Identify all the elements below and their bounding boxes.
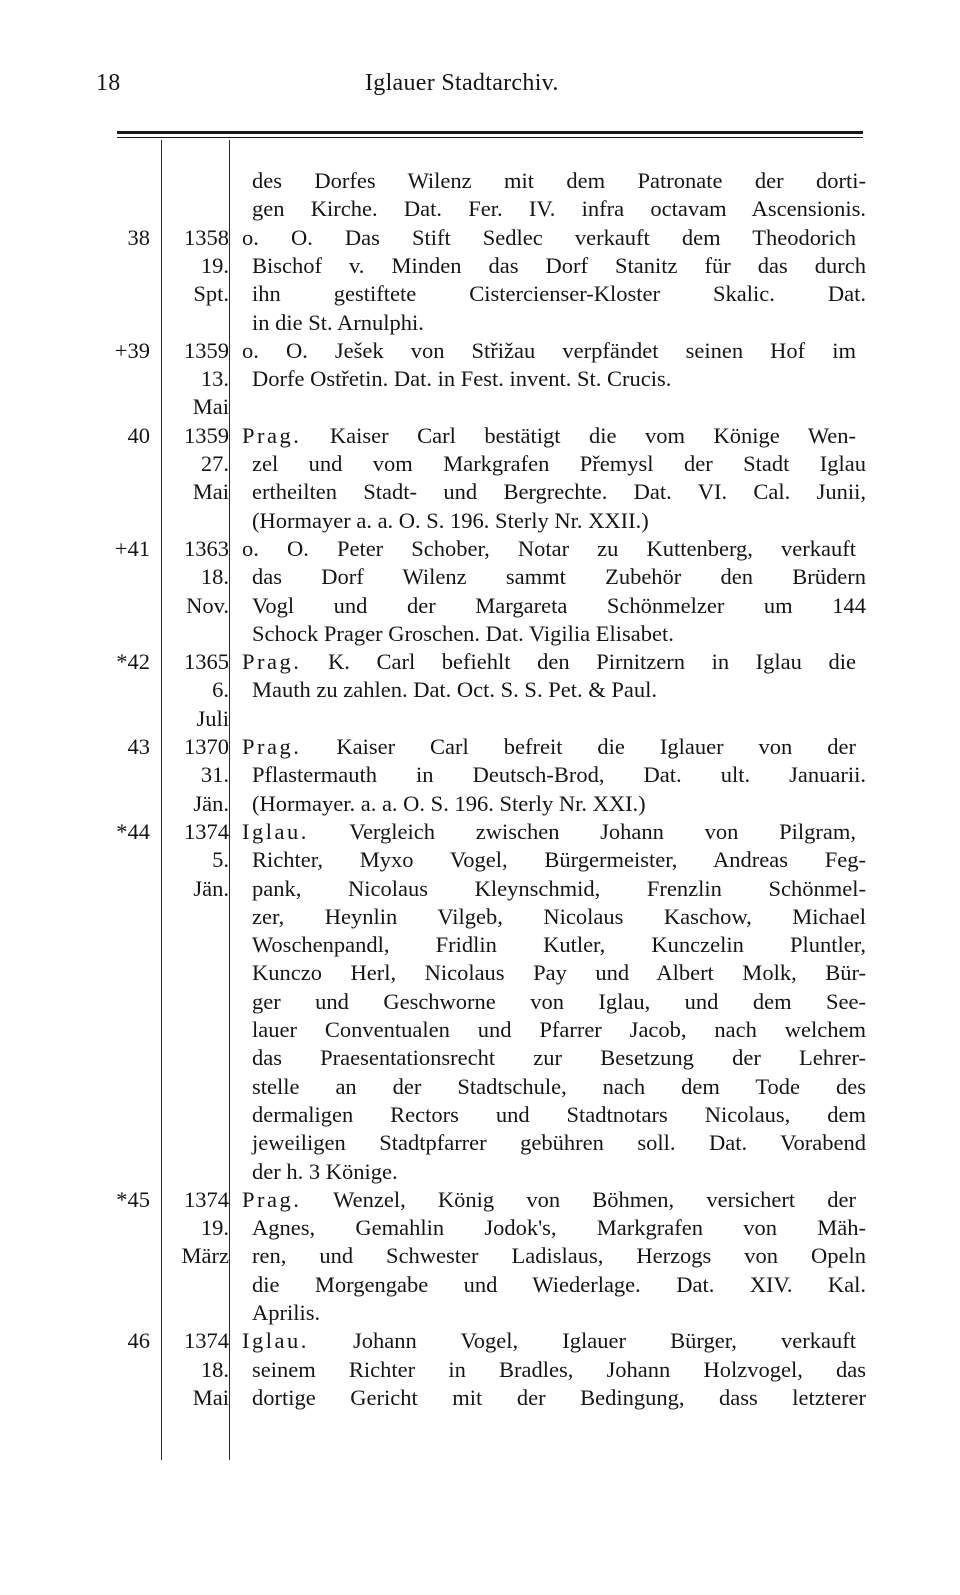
entry-text-body: der h. 3 Könige.: [252, 1158, 398, 1184]
entry-text: [252, 477, 866, 506]
text-line: [0, 732, 960, 761]
entry-text-body: das Dorf Wilenz sammt Zubehör den Brüdern: [252, 564, 866, 590]
entry-date: Mai: [192, 1384, 229, 1410]
entry-text-body: gen Kirche. Dat. Fer. IV. infra octavam Ascensionis.: [252, 196, 866, 222]
entry-text-body: Richter, Myxo Vogel, Bürgermeister, Andreas Feg-: [252, 847, 866, 873]
entry-date: Spt.: [193, 281, 229, 307]
entry-number: 40: [127, 422, 150, 448]
entry-date: 1374: [184, 1186, 229, 1212]
place-name: Iglau.: [242, 1328, 309, 1354]
text-line: [0, 1383, 960, 1412]
entry-date: 31.: [200, 762, 229, 788]
entry-date: 27.: [200, 451, 229, 476]
text-line: [0, 392, 960, 421]
place-name: Prag.: [242, 734, 302, 759]
entry-text: [252, 619, 866, 648]
entry-text-body: ren, und Schwester Ladislaus, Herzogs von Opeln: [252, 1243, 866, 1269]
entry-text: [252, 1043, 866, 1072]
text-line: [0, 166, 960, 195]
text-line: [0, 591, 960, 620]
text-line: [0, 1298, 960, 1327]
entry-text-body: (Hormayer. a. a. O. S. 196. Sterly Nr. XXI.): [252, 790, 646, 816]
entry-text: [252, 902, 866, 931]
place-name: Prag.: [242, 649, 302, 675]
entry-text: [252, 958, 866, 987]
text-line: [0, 789, 960, 818]
entry-text-body: Vergleich zwischen Johann von Pilgram,: [349, 818, 856, 844]
entry-text-body: Agnes, Gemahlin Jodok's, Markgrafen von Mäh-: [252, 1215, 866, 1241]
entry-text-body: Johann Vogel, Iglauer Bürger, verkauft: [352, 1328, 856, 1354]
entry-date: 1374: [184, 818, 229, 844]
page-number: 18: [96, 70, 121, 96]
entry-text-body: seinem Richter in Bradles, Johann Holzvogel, das: [252, 1356, 866, 1382]
text-line: [0, 477, 960, 506]
entry-text: [242, 223, 856, 252]
text-line: [0, 987, 960, 1016]
entry-text-body: Mauth zu zahlen. Dat. Oct. S. S. Pet. & Paul.: [252, 677, 657, 703]
entry-text: [242, 817, 856, 846]
entry-text-body: das Praesentationsrecht zur Besetzung der Lehrer-: [252, 1045, 866, 1071]
entry-text-body: stelle an der Stadtschule, nach dem Tode des: [252, 1073, 866, 1099]
text-line: [0, 336, 960, 365]
entry-date: Jän.: [193, 790, 229, 816]
entry-text: [252, 506, 866, 535]
entry-text-body: jeweiligen Stadtpfarrer gebühren soll. Dat. Vorabend: [252, 1130, 866, 1156]
entry-text-body: Woschenpandl, Fridlin Kutler, Kunczelin Pluntler,: [252, 932, 866, 958]
text-line: [0, 223, 960, 252]
text-line: [0, 364, 960, 393]
text-line: [0, 1043, 960, 1072]
entry-text: [252, 1015, 866, 1044]
entry-text: [242, 732, 856, 761]
text-line: [0, 958, 960, 987]
entry-text: [252, 1298, 866, 1327]
entry-text: [252, 845, 866, 874]
entry-number: 46: [127, 1328, 150, 1354]
text-line: [0, 1185, 960, 1214]
text-line: [0, 449, 960, 478]
text-line: [0, 1100, 960, 1129]
entry-text: [252, 1157, 866, 1186]
entry-date: 19.: [200, 1215, 229, 1241]
entry-text: [242, 534, 856, 563]
entry-date: 18.: [200, 564, 229, 590]
entry-text-body: Vogl und der Margareta Schönmelzer um 144: [252, 592, 866, 618]
entry-text: [252, 1072, 866, 1101]
entry-text: [252, 251, 866, 280]
entry-text-body: die Morgengabe und Wiederlage. Dat. XIV. Kal.: [252, 1271, 866, 1297]
entry-text: [242, 647, 856, 676]
text-line: [0, 1213, 960, 1242]
entry-text-body: zer, Heynlin Vilgeb, Nicolaus Kaschow, Michael: [252, 903, 866, 929]
entry-text: [252, 675, 866, 704]
text-line: [0, 902, 960, 931]
text-line: [0, 1157, 960, 1186]
entry-text: [252, 364, 866, 393]
text-line: [0, 1326, 960, 1355]
entry-number: 43: [127, 734, 150, 759]
text-line: [0, 506, 960, 535]
entry-text-body: lauer Conventualen und Pfarrer Jacob, nach welchem: [252, 1017, 866, 1042]
text-line: [0, 1355, 960, 1384]
entry-text-body: Dorfe Ostřetin. Dat. in Fest. invent. St. Crucis.: [252, 366, 672, 392]
entry-text: [252, 1270, 866, 1299]
entry-text: [252, 194, 866, 223]
entry-number: *44: [116, 818, 150, 844]
entry-text: [252, 1355, 866, 1384]
entry-date: 1365: [184, 649, 229, 675]
entry-date: 13.: [200, 366, 229, 392]
entry-text: [252, 987, 866, 1016]
header-rule-thin: [117, 137, 863, 138]
entry-text-body: Wenzel, König von Böhmen, versichert der: [333, 1186, 856, 1212]
entry-text-body: Aprilis.: [252, 1300, 321, 1325]
entry-text-body: K. Carl befiehlt den Pirnitzern in Iglau die: [327, 649, 856, 675]
entry-date: 5.: [212, 847, 229, 873]
text-line: [0, 279, 960, 308]
entry-date: 6.: [212, 677, 229, 703]
text-line: [0, 421, 960, 450]
entry-date: Nov.: [186, 592, 229, 618]
text-line: [0, 1270, 960, 1299]
entry-text: [252, 166, 866, 195]
entry-text: [252, 1100, 866, 1129]
entry-text-body: dortige Gericht mit der Bedingung, dass letzterer: [252, 1384, 866, 1410]
text-line: [0, 1015, 960, 1044]
entry-text-body: o. O. Ješek von Střižau verpfändet seinen Hof im: [242, 337, 856, 363]
text-line: [0, 1241, 960, 1270]
entry-text: [252, 789, 866, 818]
entry-text-body: (Hormayer a. a. O. S. 196. Sterly Nr. XXII.): [252, 507, 649, 533]
entry-date: Jän.: [193, 875, 229, 901]
entry-text-body: Schock Prager Groschen. Dat. Vigilia Elisabet.: [252, 620, 674, 646]
entry-text-body: o. O. Peter Schober, Notar zu Kuttenberg, verkauft: [242, 535, 856, 561]
place-name: Prag.: [242, 422, 302, 448]
text-line: [0, 562, 960, 591]
text-line: [0, 675, 960, 704]
entry-date: 19.: [200, 252, 229, 278]
text-line: [0, 760, 960, 789]
text-line: [0, 845, 960, 874]
text-line: [0, 817, 960, 846]
text-line: [0, 930, 960, 959]
entry-text-body: o. O. Das Stift Sedlec verkauft dem Theodorich: [242, 224, 856, 250]
entry-text: [252, 591, 866, 620]
entry-text: [242, 1185, 856, 1214]
text-line: [0, 1072, 960, 1101]
entry-text-body: dermaligen Rectors und Stadtnotars Nicolaus, dem: [252, 1101, 866, 1127]
running-title: Iglauer Stadtarchiv.: [365, 70, 559, 96]
entry-text-body: des Dorfes Wilenz mit dem Patronate der dorti-: [252, 168, 866, 193]
text-line: [0, 534, 960, 563]
entry-date: 1370: [184, 734, 229, 759]
entry-text: [252, 562, 866, 591]
entry-text-body: Pflastermauth in Deutsch-Brod, Dat. ult. Januarii.: [252, 762, 866, 788]
place-name: Iglau.: [242, 818, 309, 844]
entry-number: 38: [127, 224, 150, 250]
entry-number: +41: [114, 535, 150, 561]
page-header: [0, 64, 960, 104]
entry-text: [252, 930, 866, 959]
entry-date: März: [181, 1243, 229, 1269]
entry-text: [252, 279, 866, 308]
text-line: [0, 619, 960, 648]
entry-text-body: Kaiser Carl bestätigt die vom Könige Wen-: [329, 422, 856, 448]
text-line: [0, 194, 960, 223]
entry-text-body: in die St. Arnulphi.: [252, 309, 424, 335]
text-line: [0, 308, 960, 337]
entry-text: [252, 1128, 866, 1157]
entry-text: [252, 1241, 866, 1270]
entry-text-body: zel und vom Markgrafen Přemysl der Stadt Iglau: [252, 451, 866, 476]
entry-date: 1358: [184, 224, 229, 250]
entry-number: *45: [116, 1186, 150, 1212]
entry-text-body: pank, Nicolaus Kleynschmid, Frenzlin Schönmel-: [252, 875, 866, 901]
entry-date: 1374: [184, 1328, 229, 1354]
entry-date: 1363: [184, 535, 229, 561]
entry-text-body: ertheilten Stadt- und Bergrechte. Dat. VI. Cal. Junii,: [252, 479, 866, 505]
entry-date: Mai: [192, 479, 229, 505]
entry-text: [252, 449, 866, 478]
text-line: [0, 647, 960, 676]
entry-text: [252, 760, 866, 789]
entry-date: 1359: [184, 337, 229, 363]
place-name: Prag.: [242, 1186, 302, 1212]
header-rule-thick: [117, 131, 863, 134]
text-line: [0, 1128, 960, 1157]
entry-text-body: Kunczo Herl, Nicolaus Pay und Albert Molk, Bür-: [252, 960, 866, 986]
entry-text: [252, 874, 866, 903]
text-line: [0, 251, 960, 280]
text-line: [0, 704, 960, 733]
entry-text-body: Bischof v. Minden das Dorf Stanitz für das durch: [252, 252, 866, 278]
entry-text: [242, 1326, 856, 1355]
entry-text: [242, 421, 856, 450]
entry-date: 18.: [200, 1356, 229, 1382]
entry-text-body: ihn gestiftete Cistercienser-Kloster Skalic. Dat.: [252, 281, 866, 307]
text-line: [0, 874, 960, 903]
entry-text-body: ger und Geschworne von Iglau, und dem See-: [252, 988, 866, 1014]
entry-number: +39: [114, 337, 150, 363]
entry-text: [252, 1383, 866, 1412]
entry-text: [252, 308, 866, 337]
entry-text-body: Kaiser Carl befreit die Iglauer von der: [336, 734, 856, 759]
entry-text: [242, 336, 856, 365]
entry-date: Mai: [192, 394, 229, 420]
entry-date: Juli: [196, 705, 229, 731]
entry-text: [252, 1213, 866, 1242]
entry-date: 1359: [184, 422, 229, 448]
entry-number: *42: [116, 649, 150, 675]
